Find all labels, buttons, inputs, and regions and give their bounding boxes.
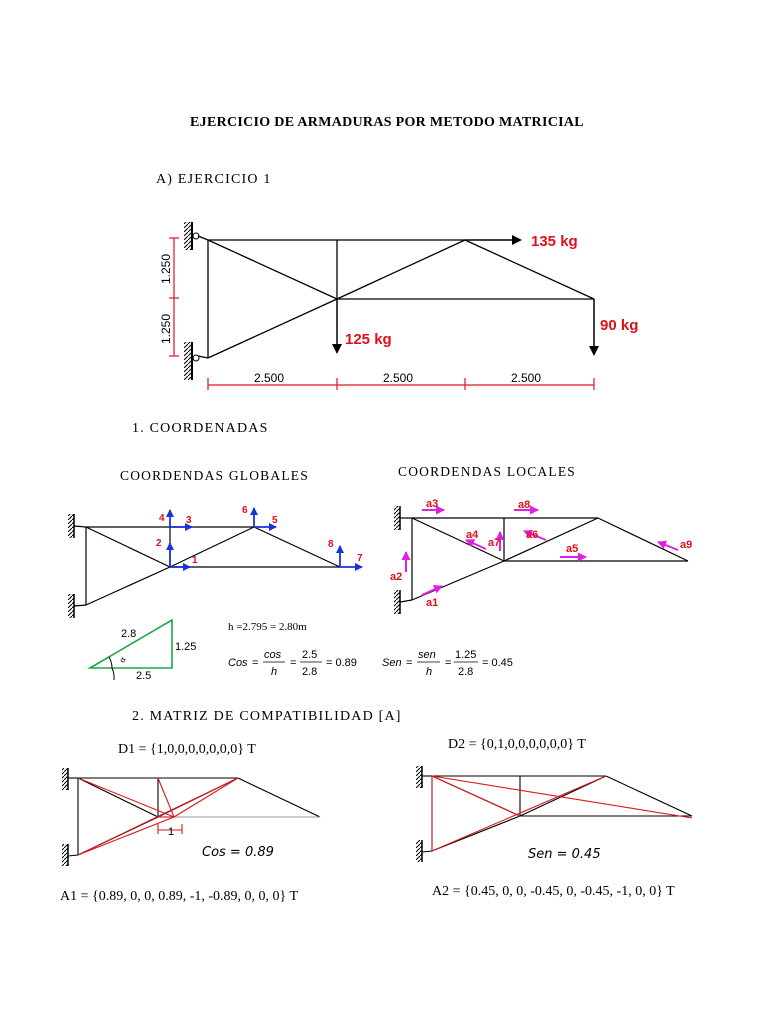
- section-2-heading: 2. MATRIZ DE COMPATIBILIDAD [A]: [132, 709, 402, 724]
- svg-text:= 0.89: = 0.89: [326, 657, 357, 669]
- svg-text:2.8: 2.8: [458, 666, 474, 678]
- d2-vector: D2 = {0,1,0,0,0,0,0,0} T: [448, 737, 586, 752]
- triangle-hyp: 2.8: [121, 628, 137, 640]
- svg-text:cos: cos: [264, 649, 282, 661]
- local-label-a3: a3: [426, 498, 439, 510]
- triangle-base: 2.5: [136, 670, 152, 682]
- global-label-2: 2: [156, 538, 162, 549]
- section-1-heading: 1. COORDENADAS: [132, 421, 269, 436]
- local-label-a1: a1: [426, 597, 439, 609]
- svg-text:Cos: Cos: [228, 657, 248, 669]
- global-label-3: 3: [186, 515, 192, 526]
- global-label-5: 5: [272, 515, 278, 526]
- svg-text:2.5: 2.5: [302, 649, 318, 661]
- sen-handwritten-note: Sen = 0.45: [528, 847, 601, 862]
- page-title: EJERCICIO DE ARMADURAS POR METODO MATRICIAL: [190, 115, 584, 130]
- span-dim-3: 2.500: [511, 371, 542, 385]
- svg-text:=: =: [406, 657, 413, 669]
- d1-vector: D1 = {1,0,0,0,0,0,0,0} T: [118, 742, 256, 757]
- height-dim-1: 1.250: [159, 253, 173, 284]
- svg-text:α: α: [117, 655, 128, 665]
- global-label-6: 6: [242, 505, 248, 516]
- global-label-8: 8: [328, 539, 334, 550]
- local-label-a5: a5: [566, 543, 579, 555]
- global-label-7: 7: [357, 553, 363, 564]
- local-label-a7: a7: [488, 537, 501, 549]
- svg-text:=: =: [290, 657, 297, 669]
- svg-text:h: h: [271, 666, 278, 678]
- load-135-label: 135 kg: [531, 233, 578, 250]
- global-label-1: 1: [192, 555, 198, 566]
- svg-text:1.25: 1.25: [455, 649, 477, 661]
- svg-text:h: h: [426, 666, 433, 678]
- local-label-a6: a6: [526, 529, 539, 541]
- load-125-label: 125 kg: [345, 331, 392, 348]
- cos-handwritten-note: Cos = 0.89: [202, 845, 274, 860]
- span-dim-1: 2.500: [254, 371, 285, 385]
- svg-text:=: =: [252, 657, 259, 669]
- svg-text:=: =: [445, 657, 452, 669]
- section-a-heading: A) EJERCICIO 1: [156, 172, 272, 187]
- svg-text:= 0.45: = 0.45: [482, 657, 513, 669]
- triangle-side: 1.25: [175, 641, 197, 653]
- a1-vector: A1 = {0.89, 0, 0, 0.89, -1, -0.89, 0, 0, 0} T: [60, 889, 299, 904]
- global-coordinates-title: COORDENDAS GLOBALES: [120, 468, 309, 483]
- global-label-4: 4: [159, 513, 165, 524]
- svg-text:Sen: Sen: [382, 657, 402, 669]
- svg-text:sen: sen: [418, 649, 436, 661]
- height-dim-2: 1.250: [159, 313, 173, 344]
- svg-text:2.8: 2.8: [302, 666, 318, 678]
- span-dim-2: 2.500: [383, 371, 414, 385]
- h-equation: h =2.795 = 2.80m: [228, 621, 307, 633]
- local-label-a9: a9: [680, 539, 693, 551]
- local-label-a2: a2: [390, 571, 403, 583]
- unit-displacement-label: 1: [168, 826, 175, 838]
- local-label-a4: a4: [466, 529, 479, 541]
- load-90-label: 90 kg: [600, 317, 639, 334]
- a2-vector: A2 = {0.45, 0, 0, -0.45, 0, -0.45, -1, 0, 0} T: [432, 884, 675, 899]
- local-label-a8: a8: [518, 499, 531, 511]
- local-coordinates-title: COORDENDAS LOCALES: [398, 464, 576, 479]
